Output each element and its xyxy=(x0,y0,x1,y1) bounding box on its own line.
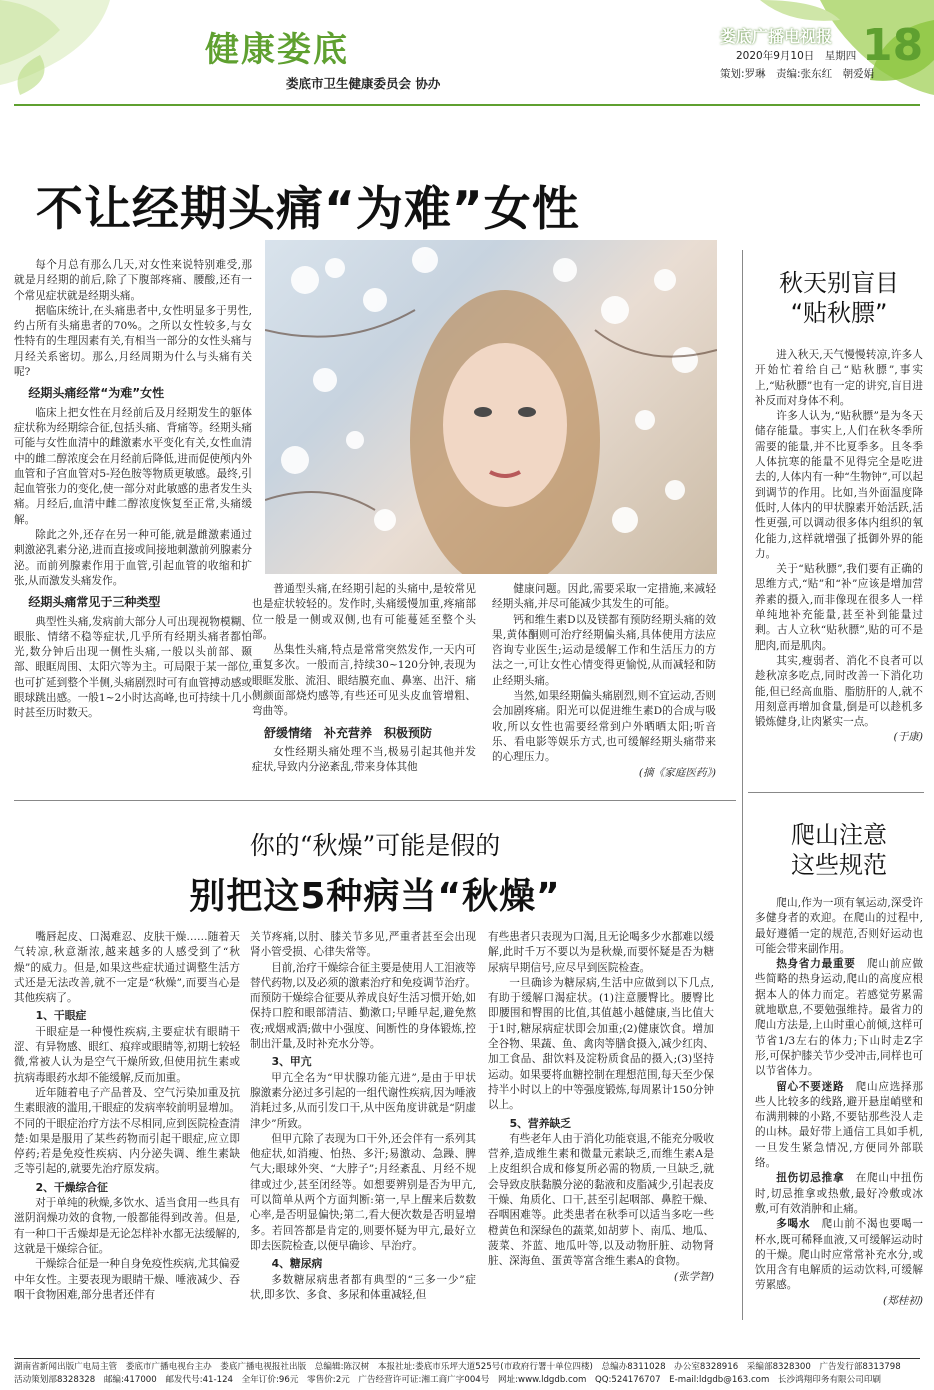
second-subhead: 3、甲亢 xyxy=(271,1055,312,1069)
lead-headline: 不让经期头痛“为难”女性 xyxy=(36,182,580,237)
page-number: 18 xyxy=(862,20,924,71)
lead-paragraph: 女性经期头痛处理不当,极易引起其他并发症状,导致内分泌紊乱,带来身体其他 xyxy=(252,745,476,774)
sidebar2-title-line1: 爬山注意 xyxy=(791,821,887,849)
second-paragraph: 但甲亢除了表现为口干外,还会伴有一系列其他症状,如消瘦、怕热、多汗;易激动、急躁、脾气大;眼球外突、“大脖子”;月经紊乱、月经不规律或过少,甚至闭经等。如想要辨别是否为甲亢,可以简单从两个方面判断:第一,早上醒来后数数心率,是否明显偏快;第二,看大便次数是否明显增多。若回答都是肯定的,则要怀疑为甲亢,最好立即去医院检查,以便早确诊、早治疗。 xyxy=(250,1132,476,1252)
second-headline: 别把这5种病当“秋燥” xyxy=(189,876,561,917)
sidebar2-text: 爬山前应做些简略的热身运动,爬山的高度应根据本人的体力而定。若感觉劳累需就地歇息,不要勉强维持。最省力的爬山方法是,上山时重心前倾,这样可节省1/3左右的体力;下山时走Z字形,可保护膝关节少受冲击,同样也可以节省体力。 xyxy=(755,958,923,1078)
lead-paragraph: 丛集性头痛,特点是常常突然发作,一天内可重复多次。一般而言,持续30~120分钟,表现为眼眶发胀、流泪、眼结膜充血、鼻塞、出汗、痛侧颜面部烧灼感等,有些还可见头皮血管增粗、弯曲等。 xyxy=(252,644,476,718)
second-subhead: 2、干燥综合征 xyxy=(35,1180,108,1194)
footer xyxy=(14,1361,920,1387)
sidebar2-paragraph: 爬山,作为一项有氧运动,深受许多健身者的欢迎。在爬山的过程中,最好遵循一定的规范,否则好运动也可能会带来副作用。 xyxy=(755,897,923,955)
sidebar1-title xyxy=(755,268,923,328)
second-column-3 xyxy=(488,930,714,1354)
second-credit: (张学智) xyxy=(673,1270,714,1283)
woman-blossom-photo xyxy=(265,240,717,574)
lead-paragraph: 典型性头痛,发病前大部分人可出现视物模糊、眼胀、情绪不稳等症状,几乎所有经期头痛者都怕光,数分钟后出现一侧性头痛,一般以头前部、颞部、眼眶周围、太阳穴等为主。可局限于某一部位,也可扩延到整个半侧,头痛剧烈时可有血管搏动感或眼球跳出感。一般1~2小时达高峰,也可持续十几小时甚至历时数天。 xyxy=(14,615,252,720)
sidebar2-text: 爬山应选择那些人比较多的线路,避开悬崖峭壁和布满荆棘的小路,不要钻那些没人走的山林。最好带上通信工具如手机,一旦发生紧急情况,方便同外部联络。 xyxy=(755,1080,923,1170)
sidebar2-subhead: 留心不要迷路 xyxy=(776,1080,845,1093)
lead-column-3 xyxy=(492,582,716,854)
footer-line-2: 活动策划部8328328 邮编:417000 邮发代号:41-124 全年订价:96元 零售价:2元 广告经营许可证:湘工商广字004号 网址:www.ldgdb.com QQ:524176707 E-mail:ldgdb@163.com 长沙鸿翔印务有限公司印刷 xyxy=(14,1375,882,1385)
lead-paragraph: 钙和维生素D以及镁都有预防经期头痛的效果,黄体酮则可治疗经期偏头痛,具体使用方法应咨询专业医生;运动是缓解工作和生活压力的方法之一,可让女性心情变得更愉悦,从而减轻和防止经期头痛。 xyxy=(492,613,716,687)
lead-subhead: 经期头痛经常“为难”女性 xyxy=(28,386,165,401)
sidebar2-body xyxy=(755,896,923,1350)
second-paragraph: 干燥综合征是一种自身免疫性疾病,尤其偏爱中年女性。主要表现为眼睛干燥、唾液减少、吞咽干食物困难,部分患者还伴有 xyxy=(14,1258,240,1301)
sidebar1-paragraph: 进入秋天,天气慢慢转凉,许多人开始忙着给自己“贴秋膘”,事实上,“贴秋膘”也有一定的讲究,盲目进补反而对身体不利。 xyxy=(755,349,923,407)
second-paragraph: 目前,治疗干燥综合征主要是使用人工泪液等替代药物,以及必须的激素治疗和免疫调节治疗。而预防干燥综合征要从养成良好生活习惯开始,如保持口腔和眼部清洁、勤漱口;早睡早起,避免熬夜;戒烟戒酒;做中小强度、间断性的身体锻炼,控制出汗量,及时补充水分等。 xyxy=(250,961,476,1051)
second-paragraph: 甲亢全名为“甲状腺功能亢进”,是由于甲状腺激素分泌过多引起的一组代谢性疾病,因为唾液消耗过多,从而引发口干,从中医角度讲就是“阴虚津少”所致。 xyxy=(250,1071,476,1130)
second-subhead: 1、干眼症 xyxy=(35,1009,87,1023)
section-divider xyxy=(14,800,736,801)
second-paragraph: 多数糖尿病患者都有典型的“三多一少”症状,即多饮、多食、多尿和体重减轻,但 xyxy=(250,1273,476,1301)
lead-paragraph: 当然,如果经期偏头痛剧烈,则不宜运动,否则会加剧疼痛。阳光可以促进维生素D的合成与吸收,所以女性也需要经常到户外晒晒太阳;听音乐、看电影等娱乐方式,也可缓解经期头痛带来的心理压力。 xyxy=(492,690,716,764)
cohost-line: 娄底市卫生健康委员会 协办 xyxy=(286,76,441,91)
lead-credit: (摘《家庭医药》) xyxy=(638,766,716,779)
lead-paragraph: 健康问题。因此,需要采取一定措施,来减轻经期头痛,并尽可能减少其发生的可能。 xyxy=(492,583,716,611)
sidebar-divider xyxy=(748,792,924,793)
footer-rule xyxy=(14,1358,920,1359)
second-column-1 xyxy=(14,930,240,1354)
sidebar1-credit: (于康) xyxy=(893,731,923,744)
lead-paragraph: 除此之外,还存在另一种可能,就是雌激素通过刺激泌乳素分泌,进而直接或间接地刺激前列腺素分泌。而前列腺素作用于血管,引起血管的收缩和扩张,从而激发头痛发作。 xyxy=(14,529,252,587)
second-paragraph: 对于单纯的秋燥,多饮水、适当食用一些具有滋阴润燥功效的食物,一般都能得到改善。但是,有一种口干舌燥却是无论怎样补水都无法缓解的,这就是干燥综合征。 xyxy=(14,1197,240,1255)
sidebar1-title-line1: 秋天别盲目 xyxy=(779,269,899,297)
staff-credit: 策划:罗琳 责编:张东红 朝爱娟 xyxy=(720,68,875,80)
second-paragraph: 干眼症是一种慢性疾病,主要症状有眼睛干涩、有异物感、眼红、痕痒或眼睛等,初期七较轻微,常被人认为是空气干燥所致,但使用抗生素或抗病毒眼药水却不能缓解,反而加重。 xyxy=(14,1025,240,1084)
second-paragraph: 近年随着电子产品普及、空气污染加重及抗生素眼液的滥用,干眼症的发病率较前明显增加。不同的干眼症治疗方法不尽相同,应到医院检查清楚:如果是服用了某些药物而引起干眼症,应立即停药;若是免疫性疾病、内分泌失调、维生素缺乏等引起的,就要先治疗原发病。 xyxy=(14,1086,240,1176)
lead-subhead: 舒缓情绪 补充营养 积极预防 xyxy=(264,725,433,740)
lead-column-1 xyxy=(14,258,252,854)
second-kicker: 你的“秋燥”可能是假的 xyxy=(249,831,501,860)
lead-paragraph: 临床上把女性在月经前后及月经期发生的躯体症状称为经期综合征,包括头痛、背痛等。经期头痛可能与女性血清中的雌激素水平变化有关,女性血清中的雌二醇浓度会在月经前后降低,进而促使颅内外血管和子宫血管对5-羟色胺等物质更敏感。最终,引起血管张力的变化,使一部分对此敏感的患者发生头痛。月经后,血清中雌二醇浓度恢复至正常,头痛缓解。 xyxy=(14,406,252,526)
lead-paragraph: 普通型头痛,在经期引起的头痛中,是较常见也是症状较轻的。发作时,头痛缓慢加重,疼痛部位一般是一侧或双侧,也有可能蔓延至整个头部。 xyxy=(252,583,476,641)
sidebar2-text: 爬山前不渴也要喝一杯水,既可稀释血液,又可缓解运动时的干燥。爬山时应常常补充水分,或饮用含有电解质的运动饮料,可缓解劳累感。 xyxy=(755,1218,923,1292)
lead-paragraph: 据临床统计,在头痛患者中,女性明显多于男性,约占所有头痛患者的70%。之所以女性较多,与女性特有的生理因素有关,有相当一部分的女性头痛与月经关系密切。那么,月经周期为什么与头痛有关呢? xyxy=(14,304,252,379)
second-paragraph: 有些患者只表现为口渴,且无论喝多少水都难以缓解,此时千万不要以为是秋燥,而要怀疑是否为糖尿病早期信号,应尽早到医院检查。 xyxy=(488,931,714,974)
second-paragraph: 一旦确诊为糖尿病,生活中应做到以下几点,有助于缓解口渴症状。(1)注意腰臀比。腰臀比即腰围和臀围的比值,其值越小越健康,当比值大于1时,糖尿病症状即会加重;(2)健康饮食。增加全谷物、果蔬、鱼、禽肉等膳食摄入,减少红肉、加工食品、甜饮料及淀粉质食品的摄入;(3)坚持运动。如果要将血糖控制在理想范围,每天至少保持半小时以上的中等强度锻炼,每周累计150分钟以上。 xyxy=(488,976,714,1112)
sidebar1-paragraph: 其实,瘦弱者、消化不良者可以趁秋凉多吃点,同时改善一下消化功能,但已经高血脂、脂肪肝的人,就不用刻意再增加食量,倒是可以趁机多锻炼健身,让肉紧实一点。 xyxy=(755,654,923,729)
sidebar2-subhead: 扭伤切忌推拿 xyxy=(776,1172,845,1185)
sidebar2-text: 在爬山中扭伤时,切忌推拿或热敷,最好冷敷或冰敷,可有效消肿和止痛。 xyxy=(755,1172,923,1215)
section-title: 健康娄底 xyxy=(205,30,349,70)
footer-line-1: 湖南省新闻出版广电局主管 娄底市广播电视台主办 娄底广播电视报社出版 总编辑:陈汉树 本报社址:娄底市乐坪大道525号(市政府行署十单位四楼) 总编办8311028 办公室8328916 采编部8328300 广告发行部8313798 xyxy=(14,1362,901,1372)
sidebar2-subhead: 多喝水 xyxy=(776,1218,811,1231)
sidebar1-paragraph: 关于“贴秋膘”,我们要有正确的思维方式,“贴”和“补”应该是增加营养素的摄入,而非像现在很多人一样单纯地补充能量,甚至补到能量过剩。古人立秋“贴秋膘”,贴的可不是肥肉,而是肌肉。 xyxy=(755,563,923,652)
paper-name: 娄底广播电视报 xyxy=(720,27,833,46)
sidebar2-subhead: 热身省力最重要 xyxy=(776,958,856,971)
lead-paragraph: 每个月总有那么几天,对女性来说特别难受,那就是月经期的前后,除了下腹部疼痛、腰酸,还有一个常见症状就是经期头痛。 xyxy=(14,259,252,302)
second-paragraph: 关节疼痛,以肘、膝关节多见,严重者甚至会出现肾小管受损、心律失常等。 xyxy=(250,931,476,959)
issue-date: 2020年9月10日 星期四 xyxy=(736,50,857,62)
lead-column-2 xyxy=(252,582,476,854)
masthead-rule xyxy=(14,104,920,106)
sidebar1-body xyxy=(755,348,923,758)
sidebar2-credit: (郑桂初) xyxy=(882,1294,923,1307)
second-subhead: 5、营养缺乏 xyxy=(509,1116,572,1130)
second-paragraph: 嘴唇起皮、口渴难忍、皮肤干燥……随着天气转凉,秋意渐浓,越来越多的人感受到了“秋燥”的威力。但是,如果这些症状通过调整生活方式还是无法改善,就不一定是“秋燥”,而要当心是其他疾病了。 xyxy=(14,931,240,1005)
sidebar1-title-line2: “贴秋膘” xyxy=(790,299,888,327)
sidebar2-title xyxy=(755,820,923,880)
masthead xyxy=(0,0,934,112)
second-paragraph: 有些老年人由于消化功能衰退,不能充分吸收营养,造成维生素和微量元素缺乏,而维生素A是上皮组织合成和修复所必需的物质,一旦缺乏,就会导致皮肤黏膜分泌的黏液和皮脂减少,引起表皮干燥、角质化、口干,甚至引起咽部、鼻腔干燥、吞咽困难等。此类患者在秋季可以适当多吃一些橙黄色和深绿色的蔬菜,如胡萝卜、南瓜、地瓜、菠菜、芥蓝、地瓜叶等,以及动物肝脏、动物肾脏、深海鱼、蛋黄等富含维生素A的食物。 xyxy=(488,1132,714,1268)
column-divider xyxy=(742,250,743,1320)
second-subhead: 4、糖尿病 xyxy=(271,1257,323,1271)
sidebar1-paragraph: 许多人认为,“贴秋膘”是为冬天储存能量。事实上,人们在秋冬季所需要的能量,并不比夏季多。且冬季人体抗寒的能量不见得完全是吃进去的,人体内有一种“生物钟”,可以起到调节的作用。比如,当外面温度降低时,人体内的甲状腺素开始活跃,活性更强,可以调动很多体内组织的氧化能力,这样就增强了抵御外界的能力。 xyxy=(755,410,923,560)
sidebar2-title-line2: 这些规范 xyxy=(791,851,887,879)
lead-subhead: 经期头痛常见于三种类型 xyxy=(28,595,161,610)
second-column-2 xyxy=(250,930,476,1354)
